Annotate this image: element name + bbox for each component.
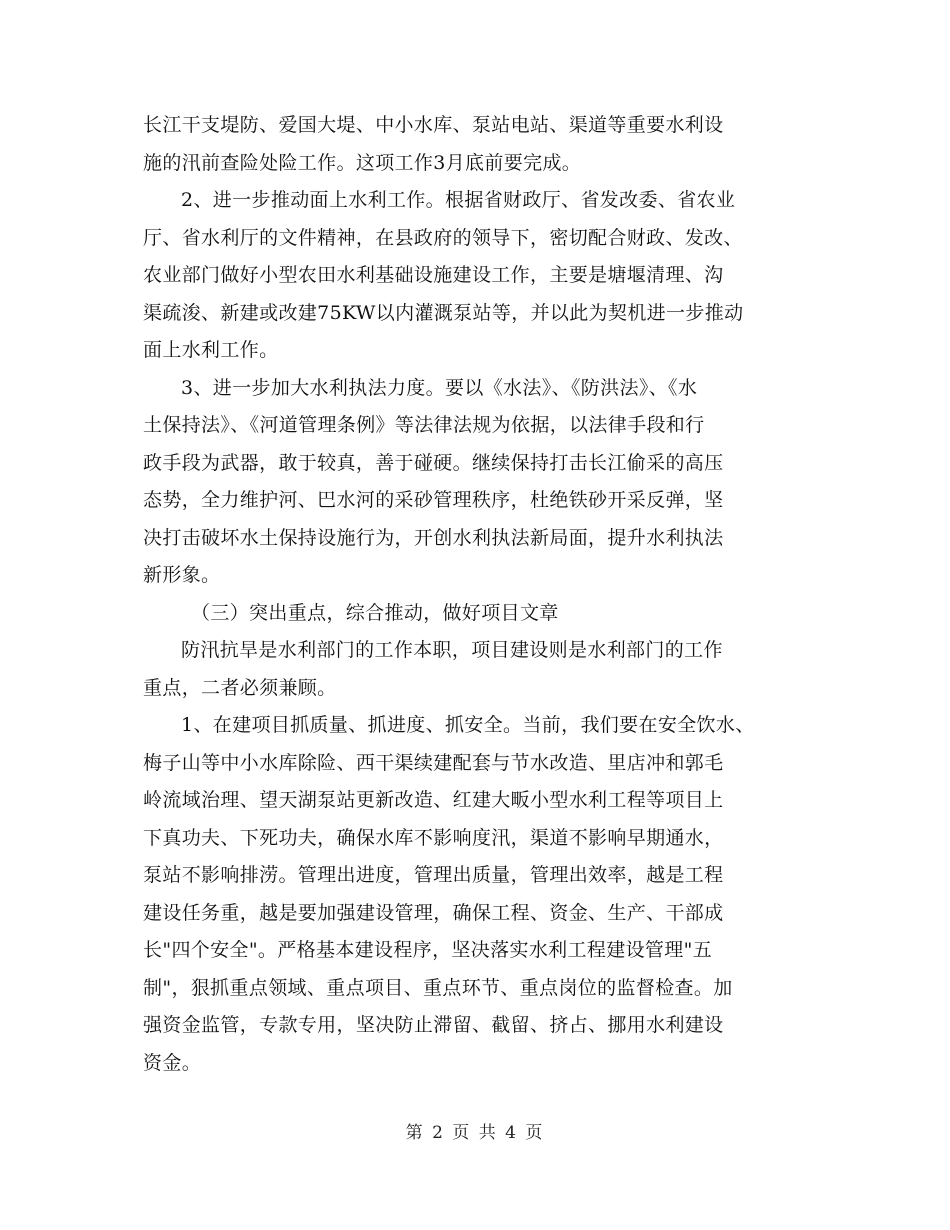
text-line: 岭流域治理、望天湖泵站更新改造、红建大畈小型水利工程等项目上 (143, 789, 724, 811)
paragraph-start-line: 2、进一步推动面上水利工作。根据省财政厅、省发改委、省农业 (181, 189, 736, 211)
text-line: 厅、省水利厅的文件精神，在县政府的领导下，密切配合财政、发改、 (143, 226, 743, 249)
text-line: 农业部门做好小型农田水利基础设施建设工作，主要是塘堰清理、沟 (143, 264, 724, 286)
text-line: 长"四个安全"。严格基本建设程序，坚决落实水利工程建设管理"五 (143, 939, 713, 961)
section-heading: （三）突出重点，综合推动，做好项目文章 (191, 601, 559, 624)
text-line: 泵站不影响排涝。管理出进度，管理出质量，管理出效率，越是工程 (143, 864, 724, 886)
text-line: 下真功夫、下死功夫，确保水库不影响度汛，渠道不影响早期通水， (143, 826, 724, 849)
text-line: 资金。 (143, 1051, 202, 1074)
document-body (143, 107, 815, 1082)
paragraph-start-line: 1、在建项目抓质量、抓进度、抓安全。当前，我们要在安全饮水、 (181, 714, 755, 736)
text-line: 长江干支堤防、爱国大堤、中小水库、泵站电站、渠道等重要水利设 (143, 114, 724, 136)
paragraph-start-line: 3、进一步加大水利执法力度。要以《水法》、《防洪法》、《水 (181, 376, 698, 399)
text-line: 重点，二者必须兼顾。 (143, 676, 337, 699)
text-line: 建设任务重，越是要加强建设管理，确保工程、资金、生产、干部成 (143, 901, 724, 924)
text-line: 新形象。 (143, 564, 221, 586)
text-line: 决打击破坏水土保持设施行为，开创水利执法新局面，提升水利执法 (143, 526, 724, 549)
text-line: 制"，狠抓重点领域、重点项目、重点环节、重点岗位的监督检查。加 (143, 976, 733, 999)
text-line: 施的汛前查险处险工作。这项工作3月底前要完成。 (143, 151, 582, 174)
text-line: 梅子山等中小水库除险、西干渠续建配套与节水改造、里店冲和郭毛 (143, 751, 724, 774)
text-line: 强资金监管，专款专用，坚决防止滞留、截留、挤占、挪用水利建设 (143, 1014, 724, 1036)
text-line: 政手段为武器，敢于较真，善于碰硬。继续保持打击长江偷采的高压 (143, 451, 724, 474)
text-line: 态势，全力维护河、巴水河的采砂管理秩序，杜绝铁砂开采反弹，坚 (143, 489, 724, 511)
paragraph-start-line: 防汛抗旱是水利部门的工作本职，项目建设则是水利部门的工作 (181, 639, 723, 661)
text-line: 面上水利工作。 (143, 339, 279, 361)
text-line: 渠疏浚、新建或改建75KW以内灌溉泵站等，并以此为契机进一步推动 (143, 301, 744, 324)
page-number-footer: 第 2 页 共 4 页 (405, 1123, 545, 1143)
text-line: 土保持法》、《河道管理条例》等法律法规为依据，以法律手段和行 (143, 414, 705, 436)
